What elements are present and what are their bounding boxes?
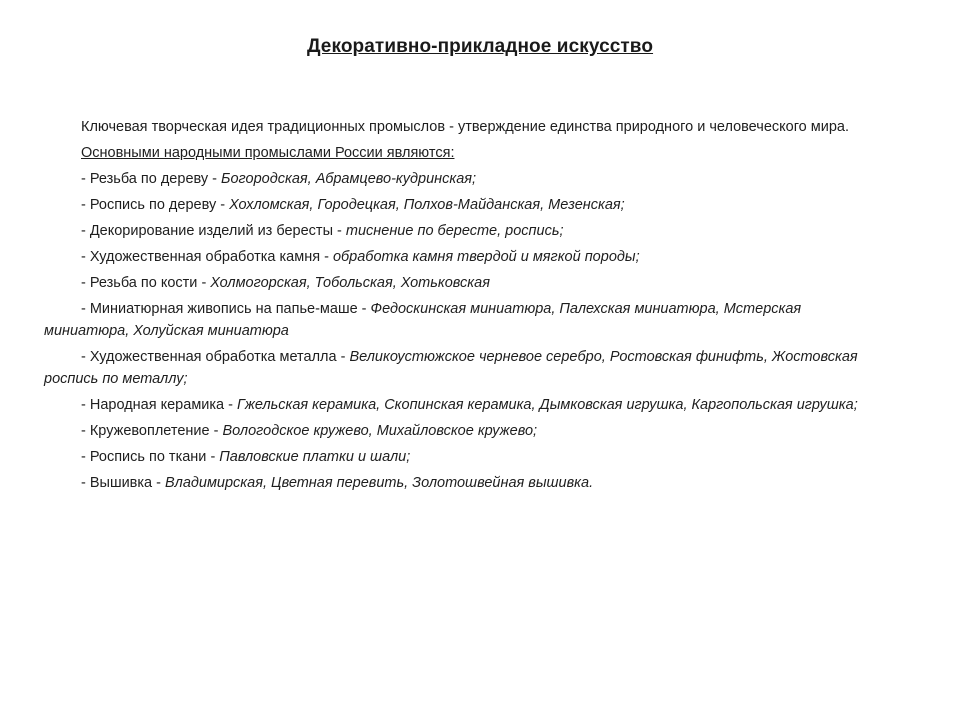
craft-examples: Вологодское кружево, Михайловское кружево; xyxy=(222,423,538,439)
craft-examples: Федоскинская миниатюра, Палехская миниатюра, Мстерская миниатюра, Холуйская миниатюра xyxy=(44,301,802,339)
craft-examples: тиснение по бересте, роспись; xyxy=(345,223,564,239)
list-item xyxy=(44,420,874,442)
list-item xyxy=(44,346,874,390)
craft-name: - Резьба по кости - xyxy=(81,275,211,291)
list-heading-paragraph xyxy=(44,142,874,164)
craft-name: - Художественная обработка камня - xyxy=(81,249,333,265)
craft-examples: Богородская, Абрамцево-кудринская; xyxy=(221,171,477,187)
list-item xyxy=(44,220,874,242)
list-item xyxy=(44,298,874,342)
list-item xyxy=(44,168,874,190)
craft-name: - Роспись по ткани - xyxy=(81,449,220,465)
page-title: Декоративно-прикладное искусство xyxy=(306,36,654,57)
list-heading: Основными народными промыслами России являются: xyxy=(81,145,455,161)
craft-examples: Хохломская, Городецкая, Полхов-Майданская, Мезенская; xyxy=(229,197,625,213)
craft-name: - Миниатюрная живопись на папье-маше - xyxy=(81,301,371,317)
craft-examples: Великоустюжское черневое серебро, Ростовская финифть, Жостовская роспись по металлу; xyxy=(44,349,858,387)
craft-name: - Народная керамика - xyxy=(81,397,237,413)
slide-body xyxy=(44,116,874,498)
craft-examples: Гжельская керамика, Скопинская керамика, Дымковская игрушка, Каргопольская игрушка; xyxy=(237,397,858,413)
craft-examples: Павловские платки и шали; xyxy=(219,449,411,465)
craft-examples: Холмогорская, Тобольская, Хотьковская xyxy=(210,275,490,291)
list-item xyxy=(44,246,874,268)
craft-examples: обработка камня твердой и мягкой породы; xyxy=(332,249,640,265)
list-item xyxy=(44,472,874,494)
craft-name: - Роспись по дереву - xyxy=(81,197,230,213)
list-item xyxy=(44,194,874,216)
craft-name: - Резьба по дереву - xyxy=(81,171,222,187)
craft-name: - Художественная обработка металла - xyxy=(81,349,350,365)
craft-name: - Кружевоплетение - xyxy=(81,423,223,439)
list-item xyxy=(44,394,874,416)
craft-examples: Владимирская, Цветная перевить, Золотошвейная вышивка. xyxy=(165,475,594,491)
craft-name: - Декорирование изделий из бересты - xyxy=(81,223,346,239)
list-item xyxy=(44,272,874,294)
intro-paragraph: Ключевая творческая идея традиционных промыслов - утверждение единства природного и человеческого мира. xyxy=(81,119,849,135)
craft-name: - Вышивка - xyxy=(81,475,165,491)
list-item xyxy=(44,446,874,468)
